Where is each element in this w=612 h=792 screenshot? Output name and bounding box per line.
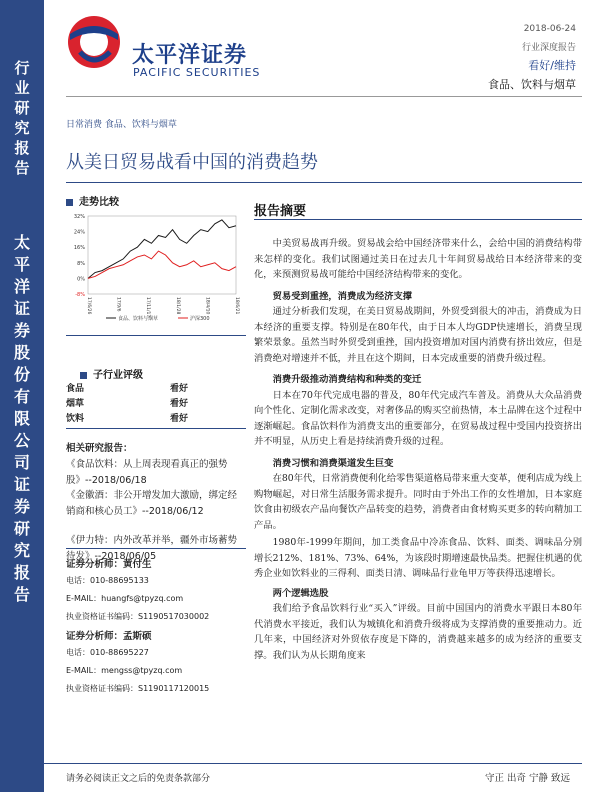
y-tick-label: 32%	[73, 214, 85, 220]
y-tick-label: -8%	[75, 292, 85, 298]
sidebar-bottom-text: 太平洋证券股份有限公司证券研究报告	[13, 233, 30, 604]
summary-body	[254, 236, 582, 663]
summary-subheading: 消费习惯和消费渠道发生巨变	[272, 457, 394, 469]
trend-heading	[66, 193, 119, 208]
category-breadcrumb: 日常消费 食品、饮料与烟草	[66, 120, 177, 130]
related-report-item[interactable]: 《金徽酒：非公开增发加大激励，绑定经销商和核心员工》--2018/06/12	[66, 490, 238, 517]
analyst-name: 证券分析师：黄付生	[66, 559, 152, 570]
rating-divider	[66, 428, 246, 429]
analyst-phone: 电话：010-88695133	[66, 576, 149, 585]
brand-name-en: PACIFIC SECURITIES	[133, 66, 261, 79]
summary-subheading: 两个逻辑选股	[272, 587, 329, 599]
x-tick-label: 17/9/6	[115, 297, 121, 312]
summary-subheading: 消费升级推动消费结构和种类的变迁	[272, 374, 422, 385]
footer-divider	[30, 763, 582, 764]
brand-name-cn: 太平洋证券	[132, 43, 248, 68]
analyst-license: 执业资格证书编码：S1190517030002	[66, 612, 210, 621]
footer-disclaimer: 请务必阅读正文之后的免责条款部分	[66, 774, 211, 784]
trend-heading-label: 走势比较	[79, 197, 119, 208]
summary-heading: 报告摘要	[254, 204, 307, 219]
summary-paragraph: 在80年代，日常消费便利化给零售渠道格局带来重大变革，便利店成为线上购物崛起，对日常生活服务需求提升。同时由于外出工作的女性增加，日本家庭饮食由初级农产品向餐饮产品转变的趋势，消费者由食材购买更多的转向精加工产品。	[254, 473, 582, 531]
analyst-name: 证券分析师：孟斯硕	[66, 631, 152, 642]
report-type: 行业深度报告	[521, 43, 576, 53]
footer-slogan: 守正 出奇 宁静 致远	[484, 773, 570, 784]
legend-label-food: 食品、饮料与烟草	[118, 316, 159, 322]
square-bullet-icon	[80, 372, 87, 379]
y-tick-label: 0%	[77, 276, 85, 283]
related-heading: 相关研究报告：	[66, 443, 133, 454]
summary-subheading: 贸易受到重挫，消费成为经济支撑	[272, 290, 413, 302]
y-tick-label: 16%	[73, 245, 85, 252]
rating-row-food	[66, 381, 246, 394]
related-divider	[66, 548, 246, 549]
y-tick-label: 24%	[73, 229, 85, 236]
chart-divider	[66, 335, 246, 336]
x-tick-label: 18/6/21	[234, 297, 239, 315]
rating-row-value: 看好	[170, 414, 189, 424]
rating-row-name: 烟草	[66, 399, 85, 409]
analyst-email[interactable]: E-MAIL：huangfs@tpyzq.com	[66, 594, 184, 603]
rating-row-tobacco	[66, 396, 246, 409]
page-title: 从美日贸易战看中国的消费趋势	[66, 152, 318, 173]
sidebar	[0, 0, 44, 792]
rating-row-name: 饮料	[66, 414, 85, 424]
summary-paragraph: 日本在70年代完成电器的普及，80年代完成汽车普及。消费从大众品消费向个性化、定制化需求改变，对奢侈品的购买空前热情，本土品牌在这个过程中逐渐崛起。食品饮料作为消费支出的重要部分，在贸易战过程中受国内投资挤出并不明显，从历史上看是持续消费升级的过程。	[254, 389, 582, 447]
header-divider	[66, 96, 582, 97]
series-line-food	[88, 220, 236, 279]
summary-paragraph: 1980年-1999年期间，加工类食品中冷冻食品、饮料、面类、调味品分别增长212%、181%、73%、64%，为该段时期增速最快品类。把握住机遇的优秀企业如饮料业的三得利、面类日清、调味品行业龟甲万等获得迅速增长。	[254, 537, 582, 579]
analyst-phone: 电话：010-88695227	[66, 648, 149, 657]
analyst-email[interactable]: E-MAIL：mengss@tpyzq.com	[66, 666, 183, 675]
report-date: 2018-06-24	[523, 24, 576, 34]
sub-rating-heading-label: 子行业评级	[93, 370, 143, 381]
y-tick-label: 8%	[77, 260, 85, 267]
rating-row-value: 看好	[170, 399, 189, 409]
sidebar-top-text: 行业研究报告	[14, 59, 30, 177]
trend-chart	[66, 210, 246, 328]
rating-row-name: 食品	[66, 384, 85, 394]
sub-rating-heading	[80, 366, 143, 381]
legend-label-hs300: 沪深300	[190, 316, 210, 322]
x-tick-label: 18/1/28	[174, 297, 180, 315]
summary-divider	[254, 219, 582, 220]
analyst-license: 执业资格证书编码：S1190117120015	[66, 684, 210, 693]
industry-name: 食品、饮料与烟草	[488, 78, 576, 91]
summary-paragraph: 中美贸易战再升级。贸易战会给中国经济带来什么，会给中国的消费结构带来怎样的变化。我们试图通过美日在过去几十年间贸易战给日本经济带来的变化，来预测贸易战可能给中国经济结构带来的变化。	[254, 238, 582, 280]
related-report-item[interactable]: 《伊力特：内外改革并举，疆外市场蓄势待发》--2018/06/05	[66, 535, 238, 562]
industry-rating: 看好/维持	[528, 59, 576, 72]
rating-row-value: 看好	[170, 384, 189, 394]
square-bullet-icon	[66, 199, 73, 206]
summary-paragraph: 通过分析我们发现，在美日贸易战期间，外贸受到很大的冲击，消费成为日本经济的重要支撑。特别是在80年代，由于日本人均GDP快速增长，消费呈现繁荣景象。虽然当时外贸受到重挫，国内投资增加对国内消费有挤出效应，但是消费绝对增速并不低，并且在这个期间，日本完成重要的消费升级过程。	[254, 306, 582, 364]
related-report-item[interactable]: 《食品饮料：从上周表现看真正的强势股》--2018/06/18	[66, 459, 228, 486]
x-tick-label: 18/4/10	[204, 297, 210, 315]
series-line-hs300	[88, 251, 236, 278]
title-divider	[66, 182, 582, 183]
x-tick-label: 17/6/26	[86, 297, 91, 315]
x-tick-label: 17/11/17	[145, 297, 151, 318]
summary-paragraph: 我们给予食品饮料行业“买入”评级。目前中国国内的消费水平跟日本80年代消费水平接近，我们认为城镇化和消费升级将成为支撑消费的重要推动力。近几年来，中国经济对外贸依存度是下降的，消费越来越多的成为经济的重要支撑。我们认为从长期角度来	[254, 603, 582, 661]
rating-row-beverage	[66, 411, 246, 424]
chart-frame	[88, 216, 236, 294]
pacific-logo-icon	[66, 14, 122, 70]
